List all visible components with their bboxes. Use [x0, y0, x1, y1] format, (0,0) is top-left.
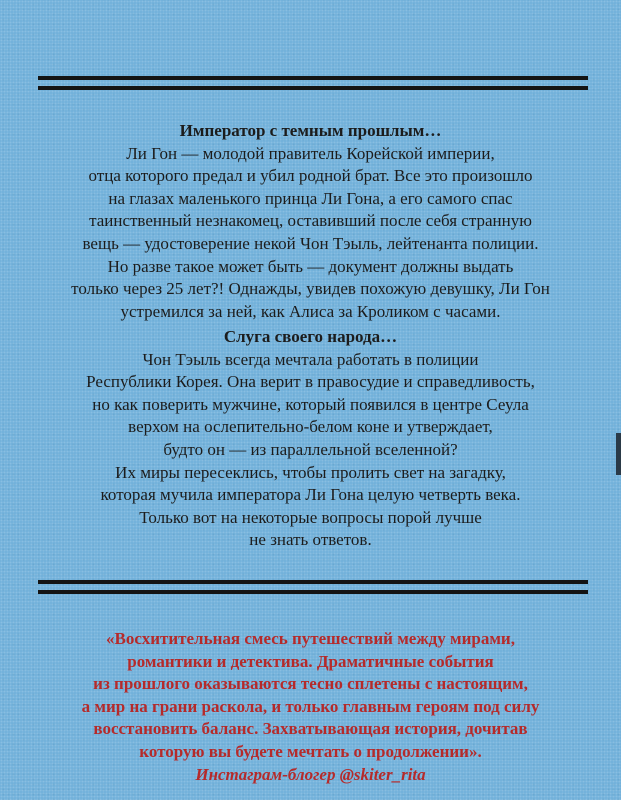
paragraph-line: Только вот на некоторые вопросы порой лучше	[139, 507, 482, 527]
paragraph-line: отца которого предал и убил родной брат. Все это произошло	[88, 166, 533, 186]
section-heading: Император с темным прошлым…	[179, 121, 442, 140]
quote-line: которую вы будете мечтать о продолжении».	[139, 741, 482, 761]
quote-line: а мир на грани раскола, и только главным героям под силу	[81, 696, 540, 716]
page-edge-mark	[616, 433, 621, 475]
top-double-rule	[38, 76, 588, 91]
rule-line	[38, 590, 588, 594]
paragraph-line: но как поверить мужчине, который появился в центре Сеула	[92, 394, 529, 414]
paragraph-line: не знать ответов.	[249, 530, 372, 550]
quote-line: романтики и детектива. Драматичные события	[127, 651, 494, 671]
quote-line: из прошлого оказываются тесно сплетены с настоящим,	[93, 674, 528, 694]
paragraph-line: Республики Корея. Она верит в правосудие и справедливость,	[86, 372, 535, 392]
rule-line	[38, 86, 588, 90]
paragraph-line: вещь — удостоверение некой Чон Тэыль, лейтенанта полиции.	[82, 233, 539, 253]
paragraph-line: таинственный незнакомец, оставивший после себя странную	[89, 211, 532, 231]
quote-line: «Восхитительная смесь путешествий между мирами,	[106, 629, 515, 648]
paragraph-line: только через 25 лет?! Однажды, увидев похожую девушку, Ли Гон	[71, 279, 550, 299]
rule-line	[38, 580, 588, 584]
synopsis-section-2	[0, 326, 621, 552]
rule-line	[38, 76, 588, 80]
paragraph-line: Ли Гон — молодой правитель Корейской империи,	[126, 143, 495, 163]
paragraph-line: на глазах маленького принца Ли Гона, а его самого спас	[108, 188, 513, 208]
paragraph-line: будто он — из параллельной вселенной?	[163, 439, 458, 459]
quote-author: Инстаграм-блогер @skiter_rita	[195, 764, 426, 784]
paragraph-line: Их миры пересеклись, чтобы пролить свет на загадку,	[115, 462, 506, 482]
section-heading: Слуга своего народа…	[223, 327, 398, 346]
paragraph-line: устремился за ней, как Алиса за Кроликом с часами.	[120, 301, 501, 321]
bottom-double-rule	[38, 580, 588, 595]
quote-line: восстановить баланс. Захватывающая история, дочитав	[93, 719, 528, 739]
paragraph-line: Но разве такое может быть — документ должны выдать	[107, 256, 514, 276]
paragraph-line: верхом на ослепительно-белом коне и утверждает,	[128, 417, 493, 437]
review-quote	[0, 628, 621, 786]
synopsis-section-1	[0, 120, 621, 323]
paragraph-line: которая мучила императора Ли Гона целую четверть века.	[100, 485, 521, 505]
paragraph-line: Чон Тэыль всегда мечтала работать в полиции	[142, 349, 479, 369]
